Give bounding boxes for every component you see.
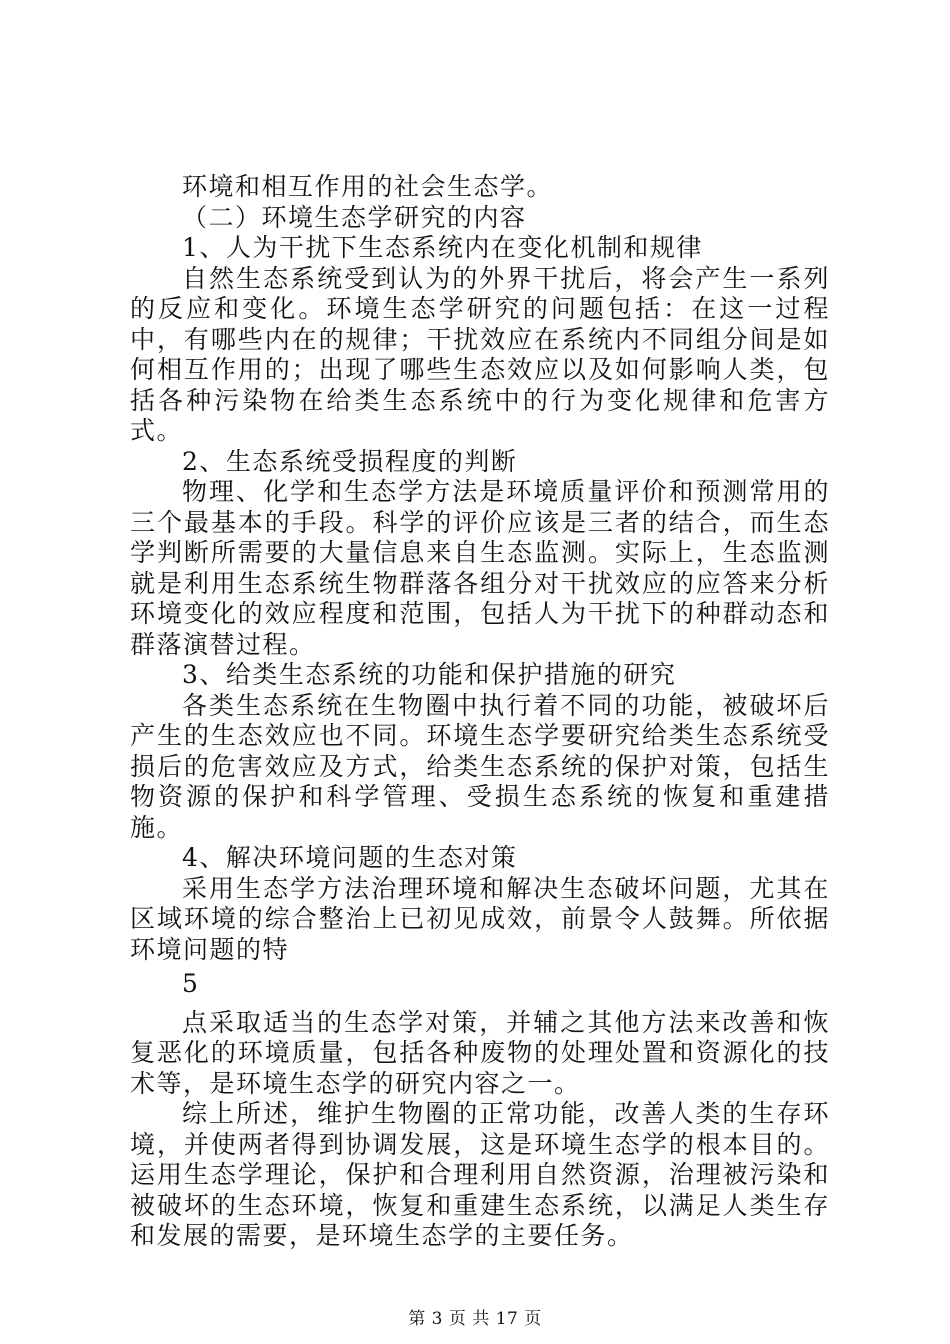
inline-page-number: 5 [182,969,200,998]
section-heading: （二）环境生态学研究的内容 [182,202,527,232]
subsection-heading: 3、给类生态系统的功能和保护措施的研究 [182,660,677,689]
paragraph-text: 综上所述，维护生物圈的正常功能，改善人类的生存环境，并使两者得到协调发展，这是环境生态学的根本目的。运用生态学理论，保护和合理利用自然资源，治理被污染和被破坏的生态环境，恢复和重建生态系统，以满足人类生存和发展的需要，是环境生态学的主要任务。 [130,1099,830,1250]
paragraph-text: 各类生态系统在生物圈中执行着不同的功能，被破坏后产生的生态效应也不同。环境生态学要研究给类生态系统受损后的危害效应及方式，给类生态系统的保护对策，包括生物资源的保护和科学管理、受损生态系统的恢复和重建措施。 [130,690,830,842]
document-body [130,172,830,1252]
paragraph-text: 物理、化学和生态学方法是环境质量评价和预测常用的三个最基本的手段。科学的评价应该是三者的结合，而生态学判断所需要的大量信息来自生态监测。实际上，生态监测就是利用生态系统生物群落各组分对干扰效应的应答来分析环境变化的效应程度和范围，包括人为干扰下的种群动态和群落演替过程。 [130,477,830,659]
subsection-heading: 1、人为干扰下生态系统内在变化机制和规律 [182,233,703,262]
paragraph-text: 环境和相互作用的社会生态学。 [182,172,554,201]
page-footer: 第 3 页 共 17 页 [408,1309,542,1329]
paragraph-text: 自然生态系统受到认为的外界干扰后，将会产生一系列的反应和变化。环境生态学研究的问题包括：在这一过程中，有哪些内在的规律；干扰效应在系统内不同组分间是如何相互作用的；出现了哪些生态效应以及如何影响人类，包括各种污染物在给类生态系统中的行为变化规律和危害方式。 [130,263,830,445]
subsection-heading: 4、解决环境问题的生态对策 [182,843,518,872]
paragraph-text: 采用生态学方法治理环境和解决生态破坏问题，尤其在区域环境的综合整治上已初见成效，前景令人鼓舞。所依据环境问题的特 [130,873,830,964]
subsection-heading: 2、生态系统受损程度的判断 [182,446,518,476]
paragraph-text: 点采取适当的生态学对策，并辅之其他方法来改善和恢复恶化的环境质量，包括各种废物的处理处置和资源化的技术等，是环境生态学的研究内容之一。 [130,1007,830,1098]
